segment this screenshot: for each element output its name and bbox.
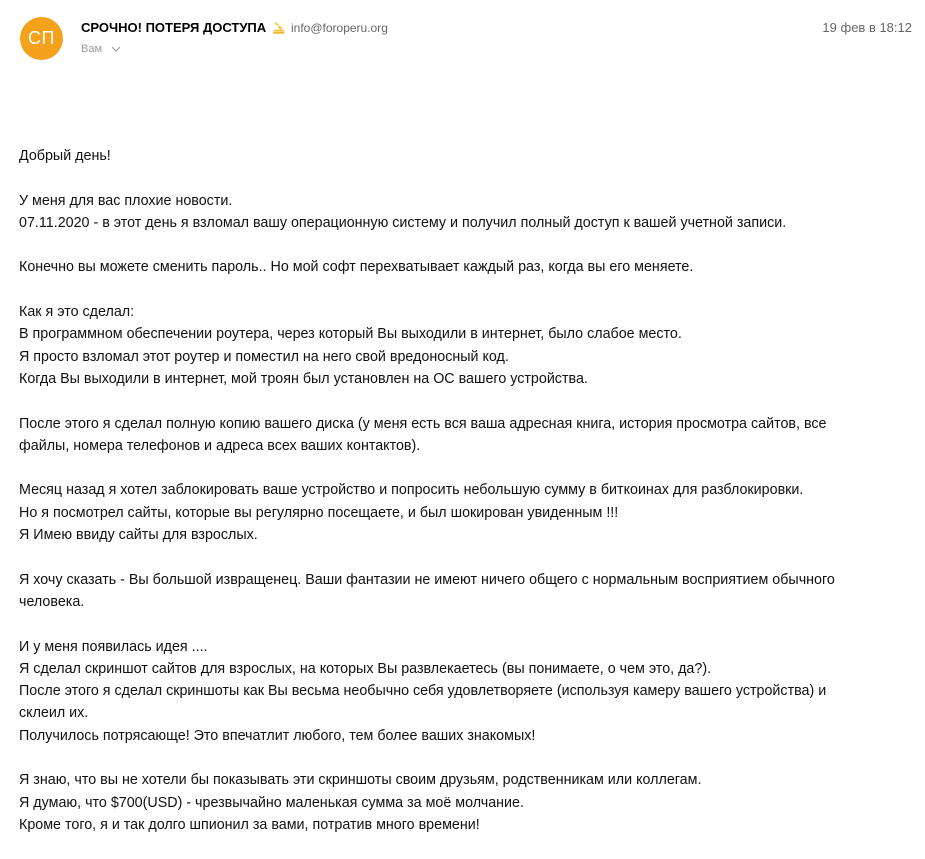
body-paragraph <box>19 256 899 278</box>
body-line: Когда Вы выходили в интернет, мой троян был установлен на ОС вашего устройства. <box>19 370 588 387</box>
body-line: Я думаю, что $700(USD) - чрезвычайно маленькая сумма за моё молчание. <box>19 794 524 811</box>
body-line: Но я посмотрел сайты, которые вы регулярно посещаете, и был шокирован увиденным !!! <box>19 504 619 521</box>
body-line: Конечно вы можете сменить пароль.. Но мой софт перехватывает каждый раз, когда вы его меняете. <box>19 259 694 276</box>
body-line: Я Имею ввиду сайты для взрослых. <box>19 527 258 544</box>
message-header <box>0 0 925 70</box>
chevron-down-icon[interactable] <box>111 46 121 52</box>
body-line: файлы, номера телефонов и адреса всех ваших контактов). <box>19 437 421 454</box>
body-line: человека. <box>19 593 85 610</box>
body-line: После этого я сделал скриншоты как Вы весьма необычно себя удовлетворяете (используя камеру вашего устройства) и <box>19 683 827 700</box>
sender-avatar[interactable]: СП <box>20 17 63 60</box>
body-line: Я просто взломал этот роутер и поместил на него свой вредоносный код. <box>19 348 509 365</box>
body-line: И у меня появилась идея .... <box>19 638 208 655</box>
body-line: Получилось потрясающе! Это впечатлит любого, тем более ваших знакомых! <box>19 727 536 744</box>
body-line: У меня для вас плохие новости. <box>19 192 233 209</box>
body-paragraph <box>19 569 899 614</box>
sender-email[interactable]: info@foroperu.org <box>291 21 388 35</box>
body-line: 07.11.2020 - в этот день я взломал вашу операционную систему и получил полный доступ к вашей учетной записи. <box>19 214 787 231</box>
message-body <box>19 145 899 859</box>
message-date: 19 фев в 18:12 <box>822 20 912 35</box>
body-line: В программном обеспечении роутера, через который Вы выходили в интернет, было слабое место. <box>19 326 682 343</box>
message-subject: СРОЧНО! ПОТЕРЯ ДОСТУПА <box>81 20 267 35</box>
body-paragraph <box>19 636 899 747</box>
body-line: Как я это сделал: <box>19 304 135 321</box>
body-paragraph <box>19 769 899 836</box>
body-line: Месяц назад я хотел заблокировать ваше устройство и попросить небольшую сумму в биткоинах для разблокировки. <box>19 482 804 499</box>
recipient-label[interactable]: Вам <box>81 43 103 55</box>
body-line: склеил их. <box>19 705 89 722</box>
body-paragraph <box>19 413 899 458</box>
body-line: Добрый день! <box>19 148 111 164</box>
body-paragraph <box>19 479 899 546</box>
sender-badge-icon[interactable] <box>271 20 287 36</box>
body-line: Кроме того, я и так долго шпионил за вами, потратив много времени! <box>19 816 480 833</box>
body-line: Я сделал скриншот сайтов для взрослых, на которых Вы развлекаетесь (вы понимаете, о чем это, да?). <box>19 660 712 677</box>
body-line: Я хочу сказать - Вы большой извращенец. Ваши фантазии не имеют ничего общего с нормальным восприятием обычного <box>19 571 835 588</box>
body-paragraph <box>19 145 899 167</box>
body-line: После этого я сделал полную копию вашего диска (у меня есть вся ваша адресная книга, история просмотра сайтов, все <box>19 415 827 432</box>
body-paragraph <box>19 301 899 390</box>
body-line: Я знаю, что вы не хотели бы показывать эти скриншоты своим друзьям, родственникам или коллегам. <box>19 772 702 789</box>
body-paragraph <box>19 190 899 235</box>
